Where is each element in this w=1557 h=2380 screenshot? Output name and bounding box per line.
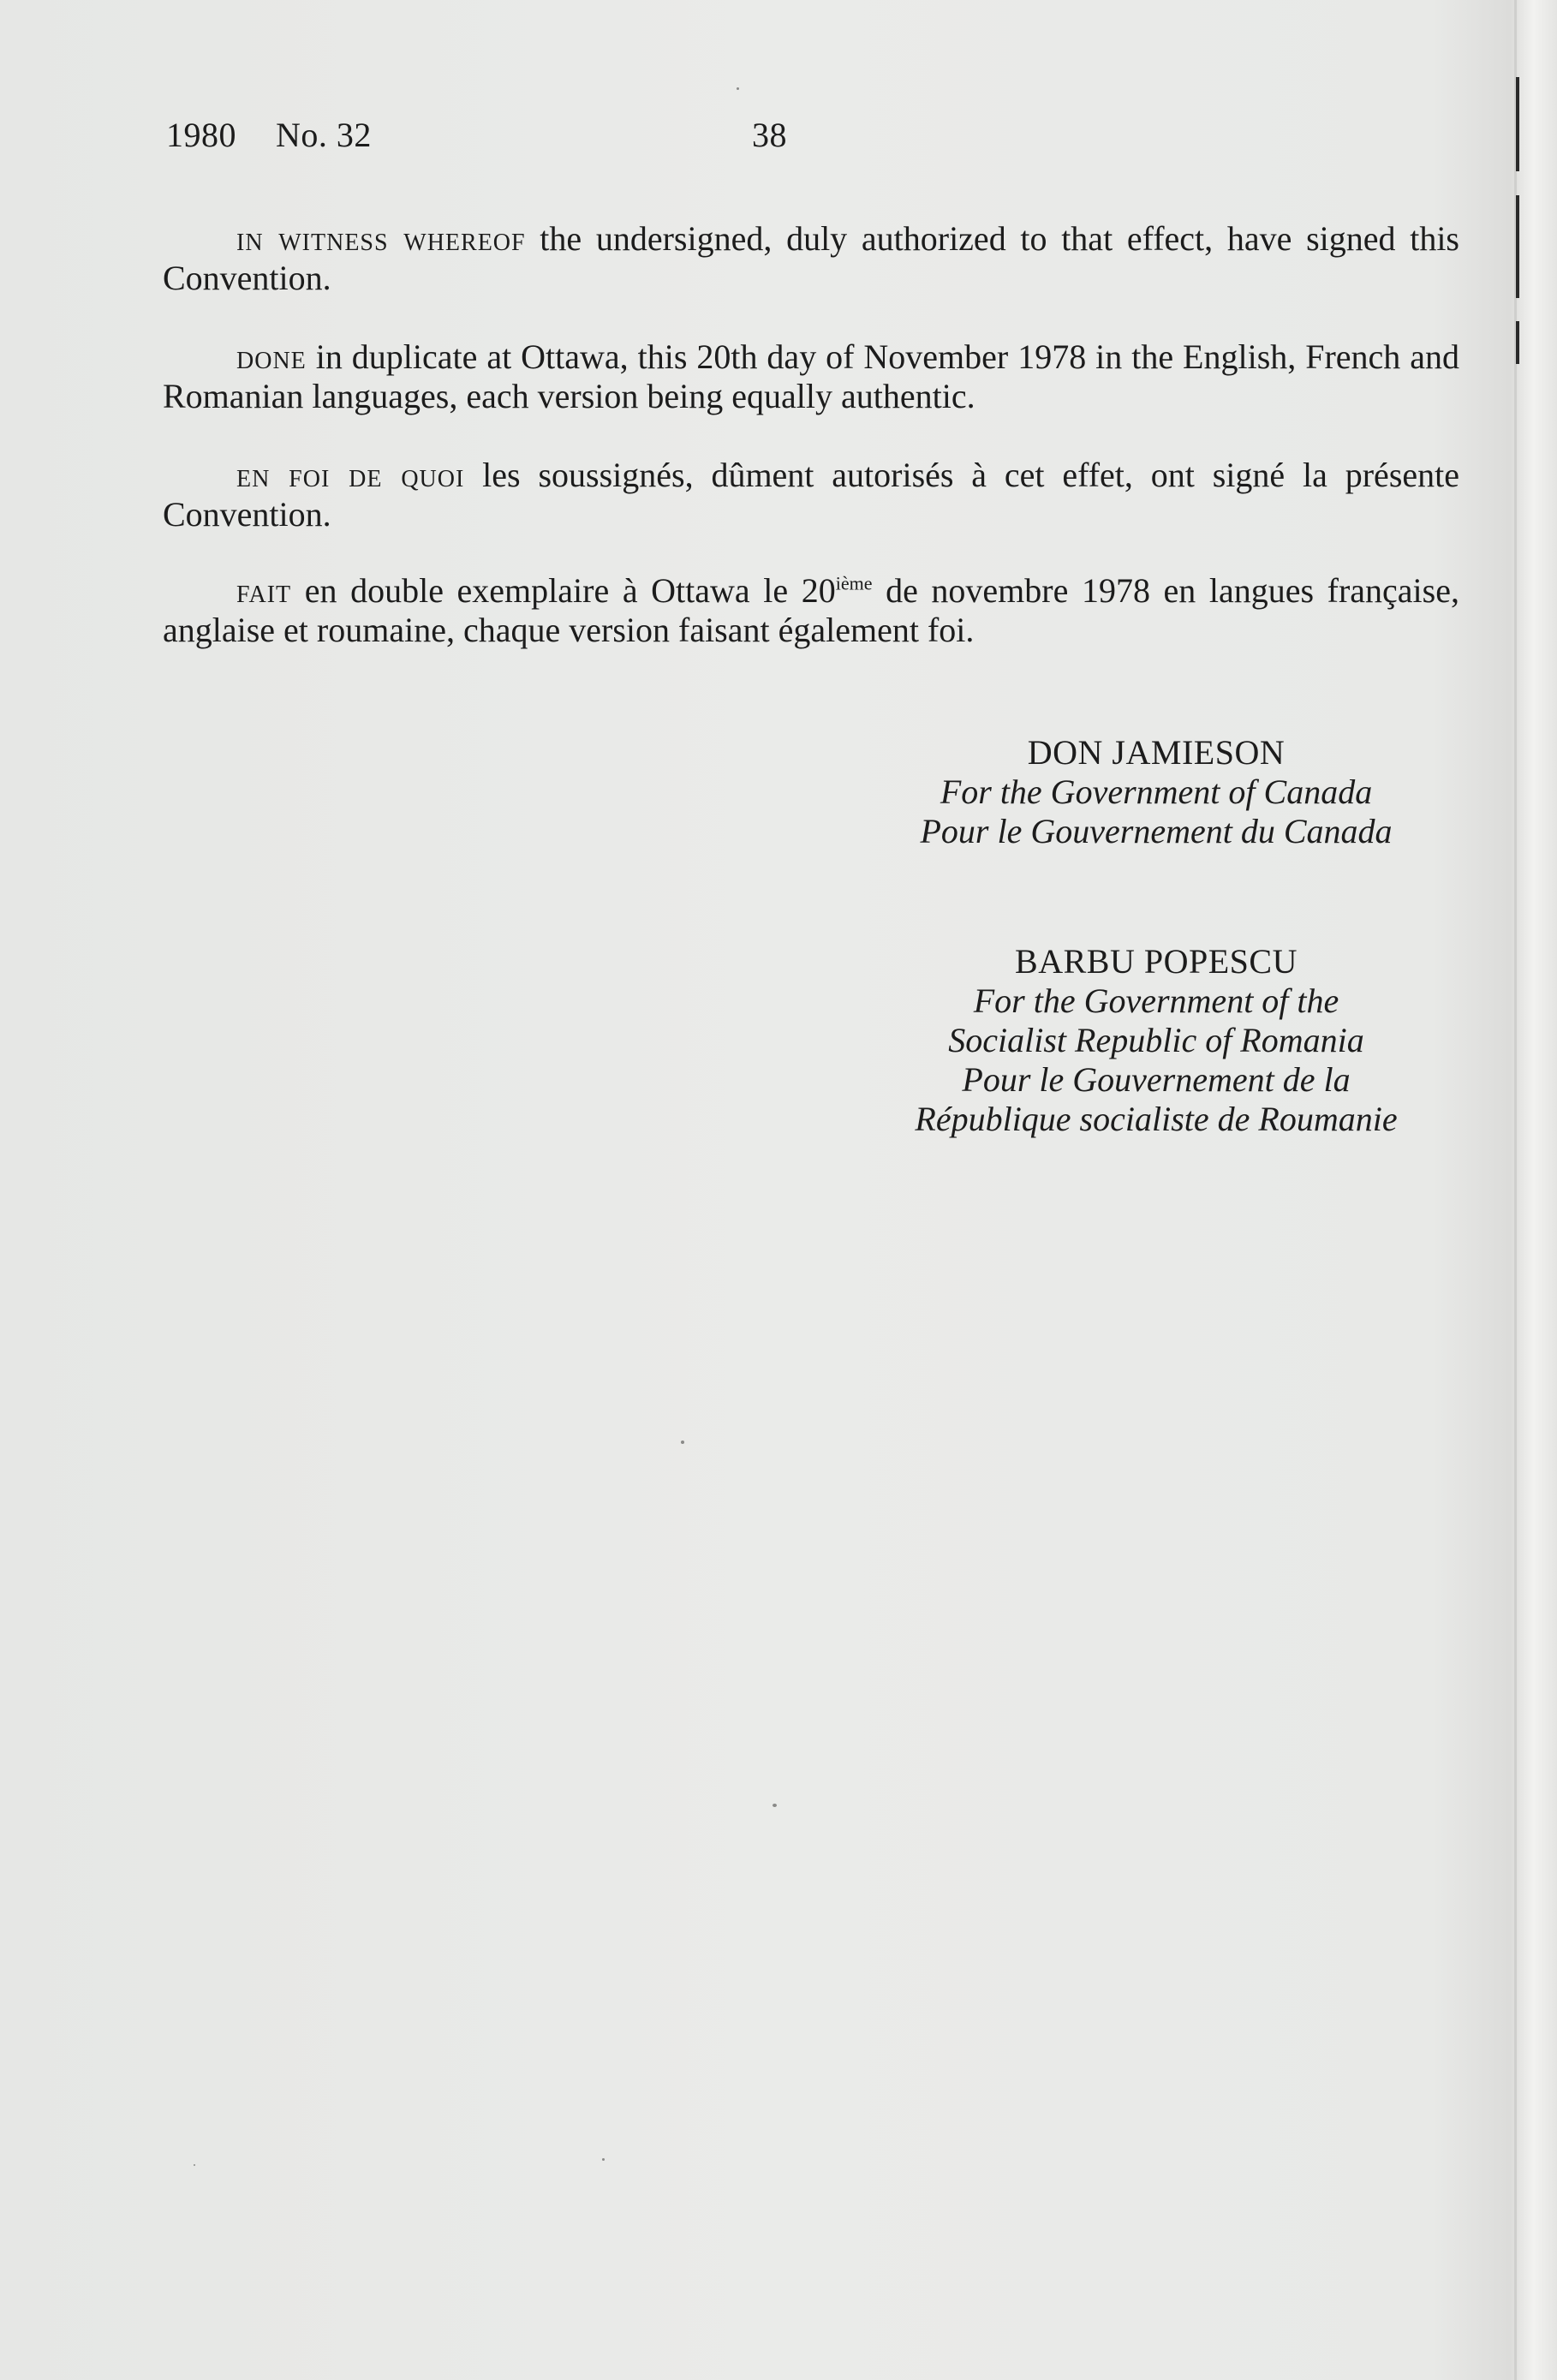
- paper-speck: [681, 1441, 684, 1444]
- paragraph-text: de novembre 1978 en langues française, anglaise et roumaine, chaque version faisant également foi.: [163, 571, 1459, 649]
- signatory-name: DON JAMIESON: [1027, 733, 1286, 772]
- signatory-role: Pour le Gouvernement du Canada: [920, 812, 1393, 850]
- paragraph-text: in duplicate at Ottawa, this 20th day of November 1978 in the English, French and Romanian languages, each version being equally authentic.: [163, 337, 1459, 415]
- paragraph-done: [163, 337, 1459, 416]
- signatory-role: For the Government of Canada: [940, 772, 1373, 811]
- page-number: 38: [752, 116, 787, 154]
- edge-mark: [1516, 195, 1519, 298]
- header-year: 1980: [166, 116, 236, 154]
- superscript: ième: [835, 572, 873, 594]
- paragraph-en-foi-de-quoi: [163, 456, 1459, 534]
- edge-mark: [1516, 321, 1519, 364]
- paper-speck: [194, 2164, 195, 2166]
- paragraph-text: the undersigned, duly authorized to that effect, have signed this Convention.: [163, 219, 1459, 297]
- paragraph-lead: fait: [236, 571, 292, 610]
- paragraph-text: les soussignés, dûment autorisés à cet effet, ont signé la présente Convention.: [163, 456, 1460, 534]
- signatory-role: Socialist Republic of Romania: [948, 1021, 1364, 1059]
- signatory-name: BARBU POPESCU: [1015, 942, 1298, 981]
- paragraph-lead: in witness whereof: [236, 219, 526, 258]
- header-number: No. 32: [276, 116, 372, 154]
- signatory-role: For the Government of the: [973, 981, 1339, 1020]
- signature-block-canada: [848, 733, 1465, 851]
- signatory-role: Pour le Gouvernement de la: [962, 1060, 1351, 1099]
- paper-speck: [602, 2158, 605, 2161]
- signatory-role: République socialiste de Roumanie: [915, 1100, 1398, 1138]
- paragraph-lead: done: [236, 337, 307, 376]
- edge-mark: [1516, 77, 1519, 171]
- paragraph-text: en double exemplaire à Ottawa le 20: [304, 571, 836, 610]
- paragraph-lead: en foi de quoi: [236, 456, 465, 494]
- paragraph-fait: [163, 571, 1459, 650]
- signature-block-romania: [848, 942, 1465, 1139]
- paper-speck: [737, 87, 739, 90]
- paper-speck: [773, 1804, 777, 1807]
- paragraph-in-witness: [163, 219, 1459, 298]
